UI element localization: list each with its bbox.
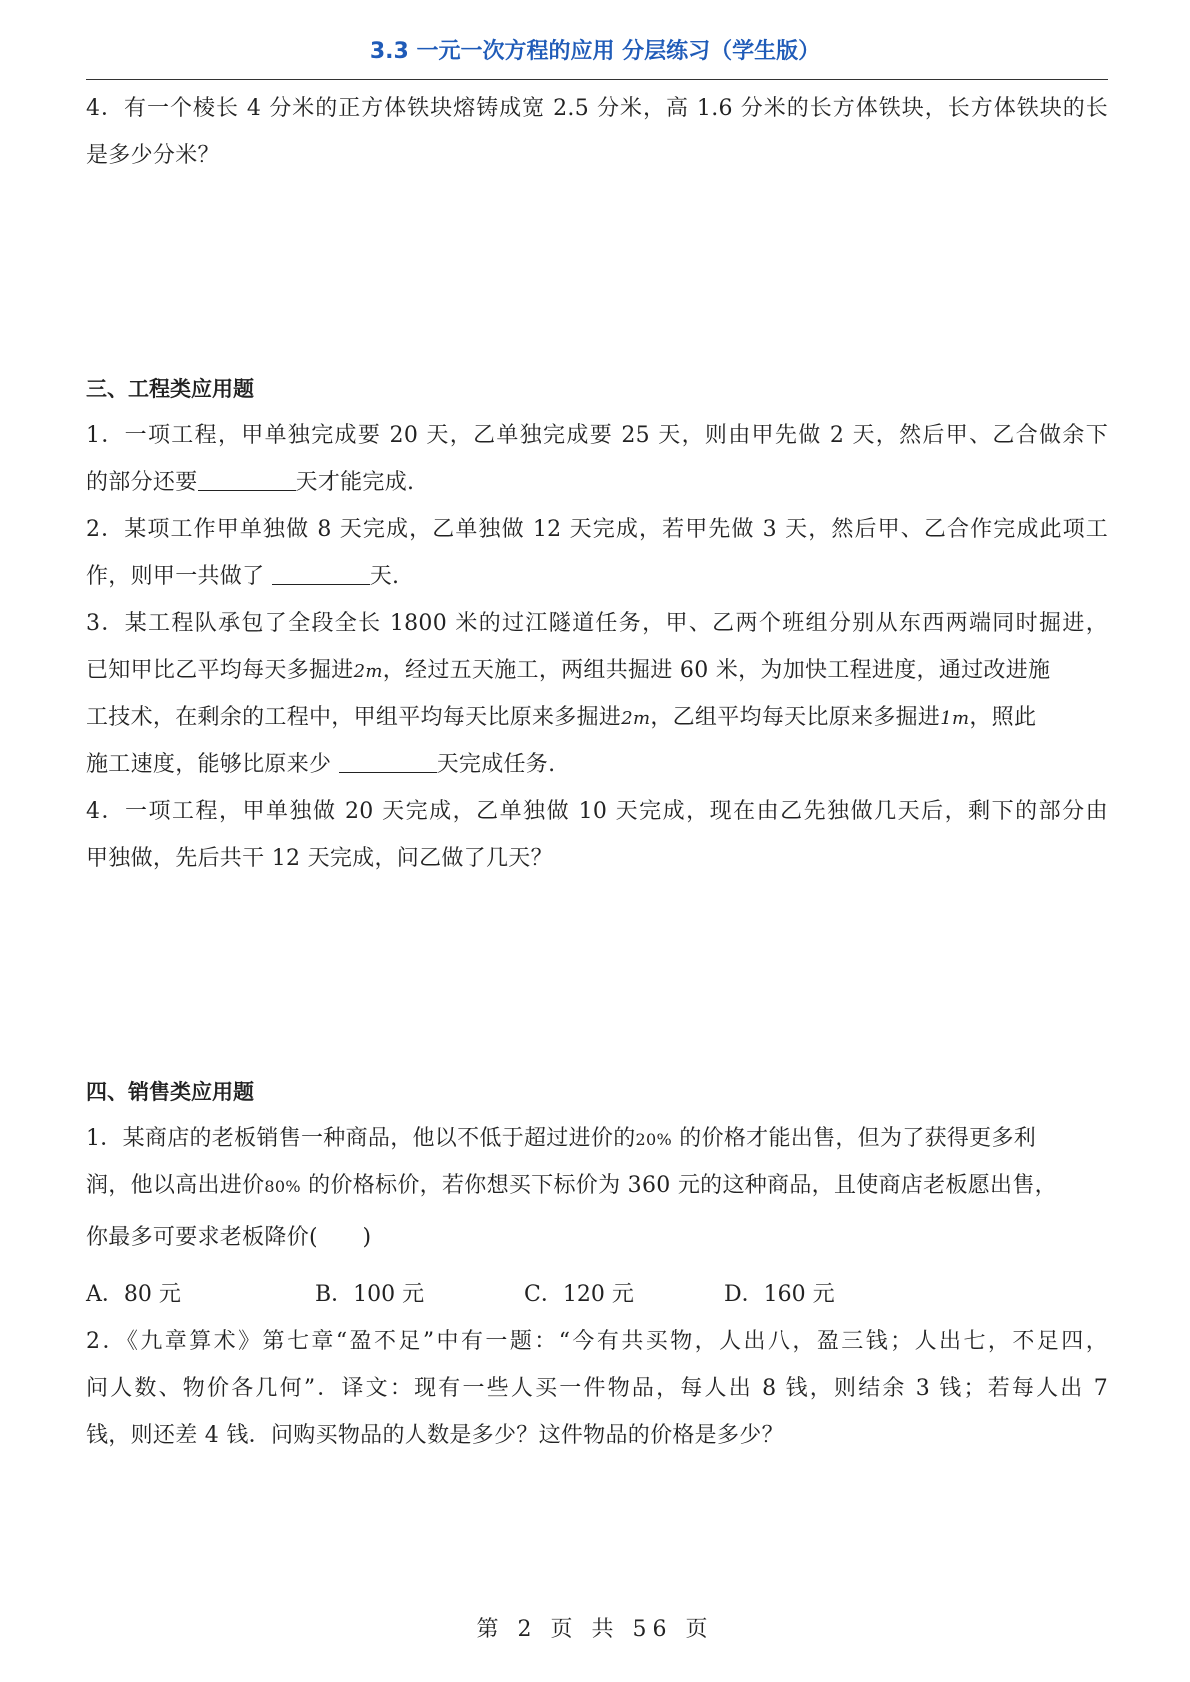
s4-q1-l2-pre: 润，他以高出进价 <box>86 1173 265 1198</box>
s4-q1-l3-text: 你最多可要求老板降价 <box>86 1225 310 1250</box>
s4-q1-l2-post: 的价格标价，若你想买下标价为 360 元的这种商品，且使商店老板愿出售， <box>308 1173 1057 1198</box>
s3-q3-l2-pre: 已知甲比乙平均每天多掘进 <box>86 658 354 683</box>
s3-q1-text-pre: 的部分还要 <box>86 470 198 495</box>
s4-q1-line3 <box>86 1222 1108 1254</box>
s3-q3-l3-pre: 工技术，在剩余的工程中，甲组平均每天比原来多掘进 <box>86 705 622 730</box>
answer-blank[interactable] <box>272 562 370 585</box>
percent-20: 20% <box>635 1130 672 1149</box>
s4-q1-l1-post: 的价格才能出售，但为了获得更多利 <box>679 1126 1037 1151</box>
s3-q3-l4-pre: 施工速度，能够比原来少 <box>86 752 332 777</box>
math-2m: 2m <box>353 661 383 682</box>
s3-q3-line1: 3．某工程队承包了全段全长 1800 米的过江隧道任务，甲、乙两个班组分别从东西两端同时掘进， <box>86 611 1108 636</box>
s3-q3-l2-post: ，经过五天施工，两组共掘进 60 米，为加快工程进度，通过改进施 <box>382 658 1051 683</box>
s3-q2-text-post: 天. <box>369 564 400 589</box>
math-2m: 2m <box>621 708 651 729</box>
s4-q1-line2 <box>86 1170 1108 1202</box>
s3-q3-l4-post: 天完成任务. <box>436 752 556 777</box>
s3-q3-line4 <box>86 749 1108 781</box>
answer-paren[interactable]: ( ) <box>309 1225 372 1250</box>
s3-q1-line2 <box>86 467 1108 499</box>
section-3-title: 三、工程类应用题 <box>86 377 254 401</box>
s3-q3-line2 <box>86 655 1108 687</box>
s3-q2-line1: 2．某项工作甲单独做 8 天完成，乙单独做 12 天完成，若甲先做 3 天，然后甲、乙合作完成此项工 <box>86 517 1108 542</box>
answer-blank[interactable] <box>198 468 296 491</box>
s3-q3-line3 <box>86 702 1108 734</box>
option-c[interactable]: C．120 元 <box>524 1282 634 1307</box>
s2-q4-line2: 是多少分米？ <box>86 143 220 168</box>
option-b[interactable]: B．100 元 <box>315 1282 425 1307</box>
header-divider <box>86 79 1108 80</box>
s2-q4-line1: 4．有一个棱长 4 分米的正方体铁块熔铸成宽 2.5 分米，高 1.6 分米的长方体铁块，长方体铁块的长 <box>86 96 1108 121</box>
s3-q1-line1: 1．一项工程，甲单独完成要 20 天，乙单独完成要 25 天，则由甲先做 2 天，然后甲、乙合做余下 <box>86 423 1108 448</box>
page-footer: 第 2 页 共 56 页 <box>476 1617 714 1642</box>
s3-q4-line1: 4．一项工程，甲单独做 20 天完成，乙单独做 10 天完成，现在由乙先独做几天后，剩下的部分由 <box>86 799 1108 824</box>
s4-q1-l1-pre: 1．某商店的老板销售一种商品，他以不低于超过进价的 <box>86 1126 636 1151</box>
s3-q2-line2 <box>86 561 1108 593</box>
page-header-title: 3.3 一元一次方程的应用 分层练习（学生版） <box>369 39 821 64</box>
s3-q3-l3-mid: ，乙组平均每天比原来多掘进 <box>650 705 941 730</box>
s3-q3-l3-post: ，照此 <box>969 705 1037 730</box>
math-1m: 1m <box>940 708 970 729</box>
s4-q2-line2: 问人数、物价各几何”．译文：现有一些人买一件物品，每人出 8 钱，则结余 3 钱；若每人出 7 <box>86 1376 1108 1401</box>
option-d[interactable]: D．160 元 <box>724 1282 835 1307</box>
section-4-title: 四、销售类应用题 <box>86 1080 254 1104</box>
s3-q4-line2: 甲独做，先后共干 12 天完成，问乙做了几天？ <box>86 846 553 871</box>
answer-blank[interactable] <box>339 750 437 773</box>
s4-q2-line1: 2．《九章算术》第七章“盈不足”中有一题：“今有共买物，人出八，盈三钱；人出七，不足四， <box>86 1329 1108 1354</box>
s3-q2-text-pre: 作，则甲一共做了 <box>86 564 265 589</box>
s3-q1-text-post: 天才能完成. <box>295 470 415 495</box>
s4-q2-line3: 钱，则还差 4 钱．问购买物品的人数是多少？这件物品的价格是多少？ <box>86 1423 784 1448</box>
option-a[interactable]: A．80 元 <box>86 1282 181 1307</box>
s4-q1-line1 <box>86 1123 1108 1155</box>
percent-80: 80% <box>264 1177 301 1196</box>
